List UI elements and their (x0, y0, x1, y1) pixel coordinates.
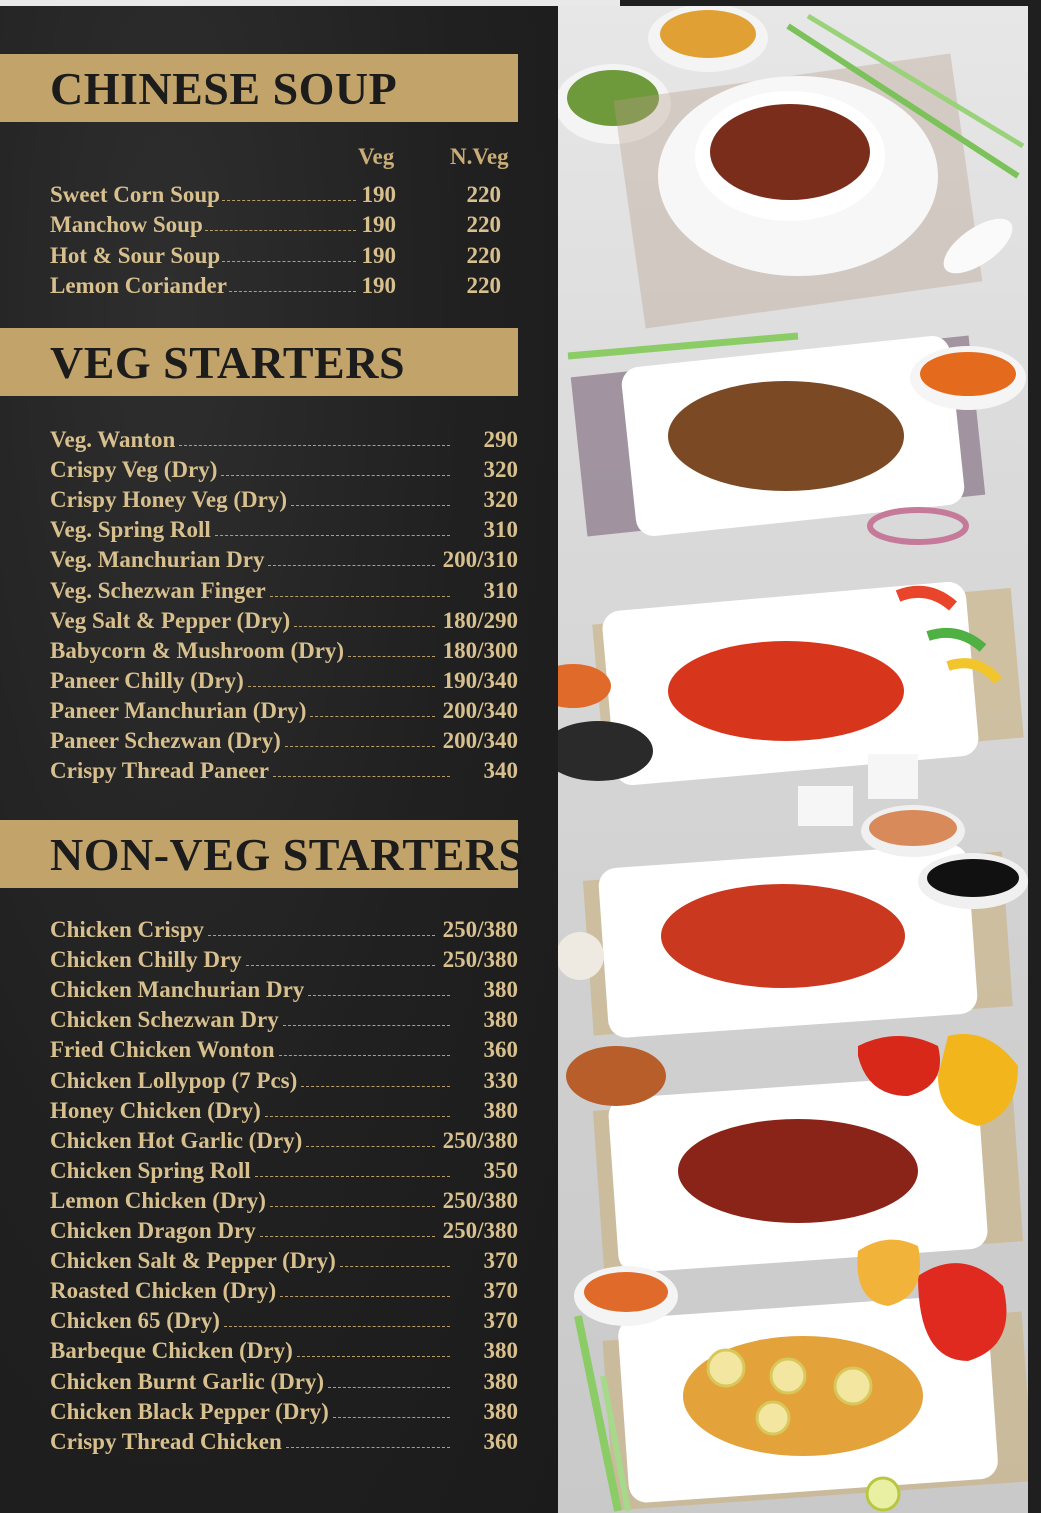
item-price: 200/310 (442, 547, 518, 573)
nonveg-starter-menu-item (50, 947, 520, 977)
nonveg-price: 220 (466, 242, 501, 268)
nonveg-starter-menu-item (50, 1098, 520, 1128)
nonveg-starter-menu-item (50, 1218, 520, 1248)
dotted-leader (246, 965, 435, 966)
item-name: Chicken Salt & Pepper (Dry) (50, 1248, 336, 1274)
nonveg-column-header: N.Veg (450, 144, 509, 169)
item-name: Chicken Black Pepper (Dry) (50, 1398, 329, 1424)
item-price: 370 (483, 1308, 518, 1334)
nonveg-price: 220 (466, 182, 501, 207)
item-name: Crispy Honey Veg (Dry) (50, 487, 288, 513)
veg-column-header: Veg (358, 144, 395, 169)
nonveg-starter-menu-item (50, 1399, 520, 1429)
item-name: Veg. Manchurian Dry (50, 547, 265, 573)
item-price: 380 (483, 1368, 518, 1394)
item-name: Chicken 65 (Dry) (50, 1308, 220, 1334)
veg-price: 190 (361, 182, 396, 207)
dotted-leader (328, 1387, 450, 1388)
nonveg-starter-menu-item (50, 1278, 520, 1308)
dotted-leader (333, 1417, 450, 1418)
dotted-leader (222, 261, 356, 262)
dotted-leader (265, 1116, 450, 1117)
dotted-leader (348, 656, 435, 657)
right-edge (1028, 0, 1041, 1513)
soup-menu-item (50, 243, 520, 273)
dotted-leader (306, 1146, 434, 1147)
item-name: Manchow Soup (50, 212, 203, 238)
food-photo-panel (558, 6, 1028, 1513)
nonveg-starters-banner (0, 820, 525, 888)
nonveg-starters-title: NON-VEG STARTERS (50, 829, 525, 880)
item-name: Crispy Thread Paneer (50, 758, 269, 784)
dotted-leader (286, 1447, 450, 1448)
item-name: Chicken Chilly Dry (50, 947, 242, 973)
item-name: Lemon Chicken (Dry) (50, 1187, 266, 1213)
item-price: 380 (483, 1398, 518, 1424)
dotted-leader (248, 686, 435, 687)
nonveg-starter-menu-item (50, 1037, 520, 1067)
veg-starter-menu-item (50, 547, 520, 577)
nonveg-starter-menu-item (50, 1248, 520, 1278)
item-name: Fried Chicken Wonton (50, 1037, 275, 1063)
nonveg-price: 220 (466, 212, 501, 238)
item-price: 380 (483, 1338, 518, 1364)
item-price: 190/340 (442, 667, 518, 693)
dotted-leader (280, 1296, 450, 1297)
item-name: Crispy Veg (Dry) (50, 457, 218, 483)
item-price: 380 (483, 1097, 518, 1123)
dotted-leader (255, 1176, 450, 1177)
nonveg-starter-menu-item (50, 977, 520, 1007)
item-name: Chicken Burnt Garlic (Dry) (50, 1368, 325, 1394)
item-price: 310 (483, 577, 518, 603)
dotted-leader (291, 505, 450, 506)
veg-starter-menu-item (50, 638, 520, 668)
veg-starters-title: VEG STARTERS (50, 337, 406, 388)
item-name: Veg. Wanton (50, 427, 176, 452)
veg-starter-menu-item (50, 608, 520, 638)
dotted-leader (229, 291, 356, 292)
item-name: Paneer Chilly (Dry) (50, 667, 244, 693)
item-name: Roasted Chicken (Dry) (50, 1278, 277, 1304)
item-price: 380 (483, 977, 518, 1003)
soup-menu-item (50, 182, 520, 212)
item-price: 250/380 (442, 917, 518, 942)
item-price: 360 (483, 1037, 518, 1063)
veg-starter-menu-item (50, 758, 520, 788)
nonveg-starter-menu-item (50, 1068, 520, 1098)
item-price: 250/380 (442, 947, 518, 973)
nonveg-price: 220 (466, 272, 501, 298)
item-price: 380 (483, 1007, 518, 1033)
item-name: Paneer Manchurian (Dry) (50, 697, 307, 723)
item-price: 290 (483, 427, 518, 452)
nonveg-starter-menu-item (50, 917, 520, 947)
dotted-leader (279, 1055, 451, 1056)
dotted-leader (273, 776, 450, 777)
item-name: Veg Salt & Pepper (Dry) (50, 607, 291, 633)
veg-starter-menu-item (50, 427, 520, 457)
item-name: Chicken Crispy (50, 917, 204, 942)
item-price: 350 (483, 1157, 518, 1183)
veg-price: 190 (361, 272, 396, 298)
nonveg-starter-menu-item (50, 1308, 520, 1338)
item-price: 250/380 (442, 1127, 518, 1153)
item-name: Chicken Spring Roll (50, 1157, 251, 1183)
item-price: 370 (483, 1278, 518, 1304)
veg-starter-menu-item (50, 728, 520, 758)
dotted-leader (208, 935, 435, 936)
dotted-leader (270, 1206, 435, 1207)
nonveg-starter-menu-item (50, 1338, 520, 1368)
item-name: Sweet Corn Soup (50, 182, 220, 207)
nonveg-starter-menu-item (50, 1188, 520, 1218)
dotted-leader (285, 746, 435, 747)
veg-starter-menu-item (50, 517, 520, 547)
dotted-leader (179, 445, 450, 446)
menu-panel (0, 6, 558, 1513)
veg-price: 190 (361, 242, 396, 268)
dotted-leader (215, 535, 450, 536)
item-name: Babycorn & Mushroom (Dry) (50, 637, 345, 663)
soup-menu-item (50, 212, 520, 242)
dotted-leader (270, 596, 450, 597)
veg-starter-menu-item (50, 457, 520, 487)
dotted-leader (283, 1025, 450, 1026)
dotted-leader (224, 1326, 450, 1327)
item-name: Hot & Sour Soup (50, 242, 221, 268)
item-price: 320 (483, 457, 518, 483)
nonveg-starter-menu-item (50, 1007, 520, 1037)
dotted-leader (301, 1086, 450, 1087)
dotted-leader (221, 475, 450, 476)
item-price: 310 (483, 517, 518, 543)
soup-menu-item (50, 273, 520, 303)
item-name: Chicken Schezwan Dry (50, 1007, 279, 1033)
item-price: 330 (483, 1067, 518, 1093)
dotted-leader (205, 230, 356, 231)
dotted-leader (268, 565, 434, 566)
item-name: Veg. Schezwan Finger (50, 577, 266, 603)
veg-starter-menu-item (50, 487, 520, 517)
item-name: Chicken Hot Garlic (Dry) (50, 1127, 303, 1153)
item-name: Paneer Schezwan (Dry) (50, 728, 281, 753)
veg-starter-menu-item (50, 578, 520, 608)
item-price: 250/380 (442, 1187, 518, 1213)
item-price: 360 (483, 1428, 518, 1454)
item-name: Chicken Dragon Dry (50, 1218, 256, 1243)
dotted-leader (260, 1236, 435, 1237)
dotted-leader (340, 1266, 450, 1267)
item-price: 200/340 (442, 728, 518, 753)
veg-starter-menu-item (50, 698, 520, 728)
item-price: 320 (483, 487, 518, 513)
item-name: Crispy Thread Chicken (50, 1428, 282, 1454)
veg-price: 190 (361, 212, 396, 238)
dotted-leader (308, 995, 450, 996)
item-price: 250/380 (442, 1218, 518, 1243)
item-price: 200/340 (442, 697, 518, 723)
item-name: Lemon Coriander (50, 272, 227, 298)
item-name: Veg. Spring Roll (50, 517, 211, 543)
nonveg-starter-menu-item (50, 1369, 520, 1399)
dotted-leader (222, 200, 356, 201)
item-price: 340 (483, 758, 518, 784)
chinese-soup-banner (0, 54, 518, 122)
item-name: Chicken Manchurian Dry (50, 977, 305, 1003)
nonveg-starter-menu-item (50, 1128, 520, 1158)
item-price: 370 (483, 1248, 518, 1274)
food-photo-illustration (558, 6, 1028, 1513)
item-name: Honey Chicken (Dry) (50, 1097, 261, 1123)
dotted-leader (310, 716, 434, 717)
chinese-soup-title: CHINESE SOUP (50, 63, 398, 114)
veg-starter-menu-item (50, 668, 520, 698)
veg-starters-banner (0, 328, 518, 396)
dotted-leader (294, 626, 434, 627)
item-name: Barbeque Chicken (Dry) (50, 1338, 293, 1364)
nonveg-starter-menu-item (50, 1158, 520, 1188)
dotted-leader (297, 1356, 450, 1357)
item-price: 180/290 (442, 607, 518, 633)
nonveg-starter-menu-item (50, 1429, 520, 1459)
item-name: Chicken Lollypop (7 Pcs) (50, 1067, 298, 1093)
item-price: 180/300 (442, 637, 518, 663)
